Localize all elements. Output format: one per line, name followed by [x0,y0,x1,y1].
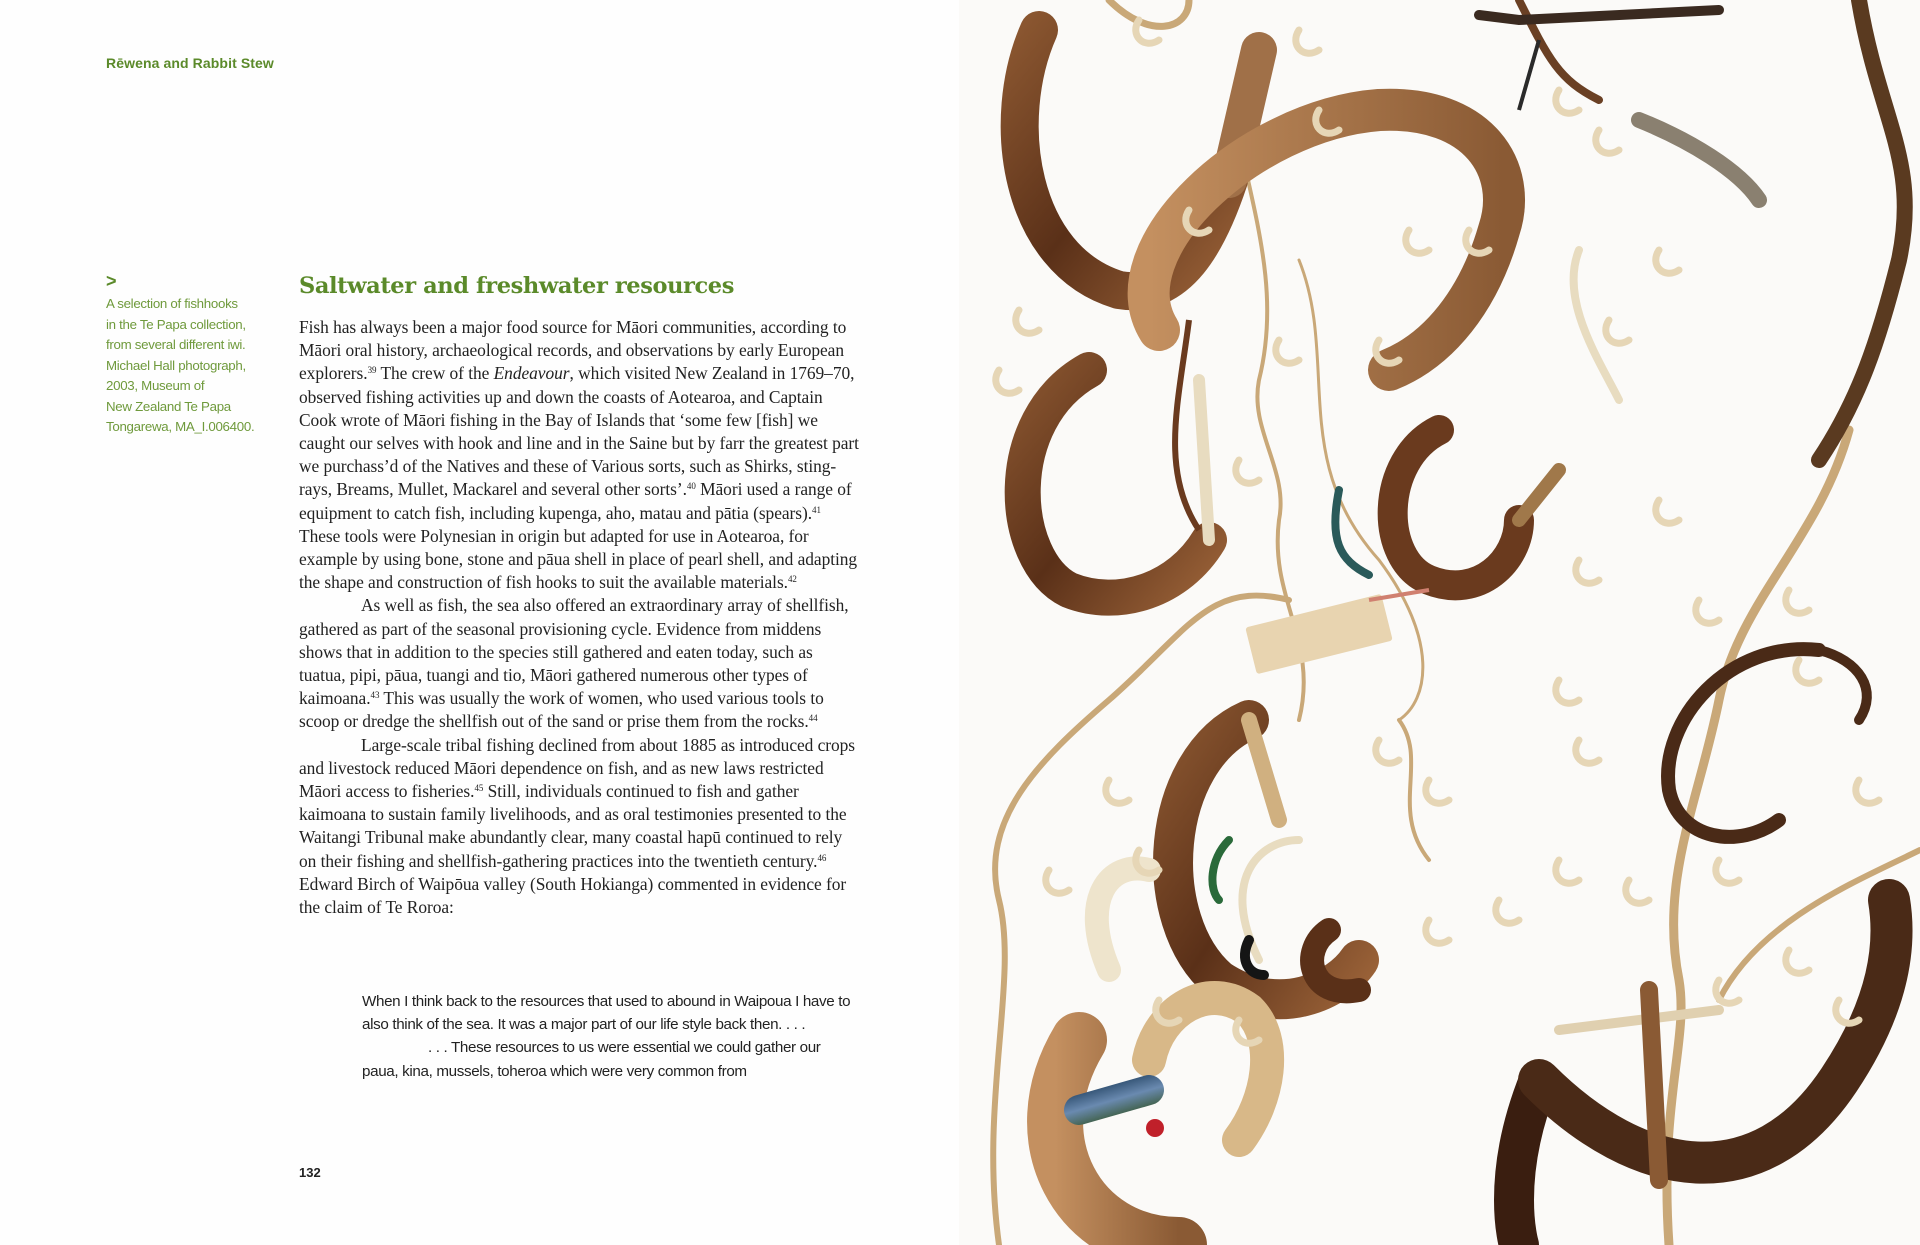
quote-paragraph: When I think back to the resources that used to abound in Waipoua I have to also think of the sea. It was a major part of our life style back then. . . . [362,993,851,1034]
ship-name: Endeavour [493,363,570,384]
text-run: Large-scale tribal fishing declined from about 1885 as introduced crops and livestock reduced Māori dependence on fish, and as new laws restricted Māori access to fisheries. [299,734,856,802]
paragraph-2 [299,594,859,733]
caption-line: New Zealand Te Papa [106,398,231,414]
caption-line: Tongarewa, MA_I.006400. [106,419,255,434]
caption-line: from several different iwi. [106,337,246,352]
body-text [299,316,859,919]
section-heading: Saltwater and freshwater resources [299,273,734,299]
caption-line: Michael Hall photograph, [106,357,246,373]
footnote-ref: 40 [686,481,696,492]
footnote-ref: 46 [817,852,827,863]
footnote-ref: 39 [367,365,377,376]
footnote-ref: 41 [812,504,821,515]
footnote-ref: 44 [808,713,818,724]
footnote-ref: 42 [787,574,797,585]
quote-paragraph: . . . These resources to us were essential we could gather our paua, kina, mussels, toheroa which were very common from [362,1039,821,1080]
paragraph-3 [299,734,859,920]
text-run: , which visited New Zealand in 1769–70, observed fishing activities up and down the coasts of Aotearoa, and Captain Cook wrote of Māori fishing in the Bay of Islands that ‘some few [fish] we caught our selves with hook and line and in the Saine but by farr the greatest part we purchass’d of the Natives and these of Various sorts, such as Shirks, sting-rays, Breams, Mullet, Mackarel and several other sorts’. [299,363,859,500]
caption-line: 2003, Museum of [106,378,205,393]
photo-caption [106,272,276,438]
running-head: Rēwena and Rabbit Stew [106,55,274,71]
text-run: Māori used a range of equipment to catch fish, including kupenga, aho, matau and pātia (spears). [299,479,852,523]
text-run: These tools were Polynesian in origin but adapted for use in Aotearoa, for example by using bone, stone and pāua shell in place of pearl shell, and adapting the shape and construction of fish hooks to suit the available materials. [299,525,858,593]
block-quote [362,990,852,1083]
text-run: Fish has always been a major food source for Māori communities, according to Māori oral history, archaeological records, and observations by early European explorers. [299,317,847,384]
chevron-right-icon: > [106,271,117,291]
text-run: Still, individuals continued to fish and gather kaimoana to sustain family livelihoods, and as oral testimonies presented to the Waitangi Tribunal make abundantly clear, many coastal hapū continued to rely on their fishing and shellfish-gathering practices into the twentieth century. [299,781,847,871]
text-run: Edward Birch of Waipōua valley (South Hokianga) commented in evidence for the claim of Te Roroa: [299,873,847,918]
footnote-ref: 43 [370,690,380,701]
paragraph-1 [299,316,859,594]
caption-line: in the Te Papa collection, [106,316,246,332]
fishhooks-photo [959,0,1920,1245]
footnote-ref: 45 [474,783,484,794]
caption-line: A selection of fishhooks [106,296,238,311]
text-run: This was usually the work of women, who used various tools to scoop or dredge the shellfish out of the sand or prise them from the rocks. [299,688,824,732]
page-number: 132 [299,1165,321,1180]
text-run: The crew of the [376,363,494,384]
text-run: As well as fish, the sea also offered an extraordinary array of shellfish, gathered as part of the seasonal provisioning cycle. Evidence from middens shows that in addition to the species still gathered and eaten today, such as tuatua, pipi, pāua, tuangi and tio, Māori gathered numerous other types of kaimoana. [299,595,849,709]
